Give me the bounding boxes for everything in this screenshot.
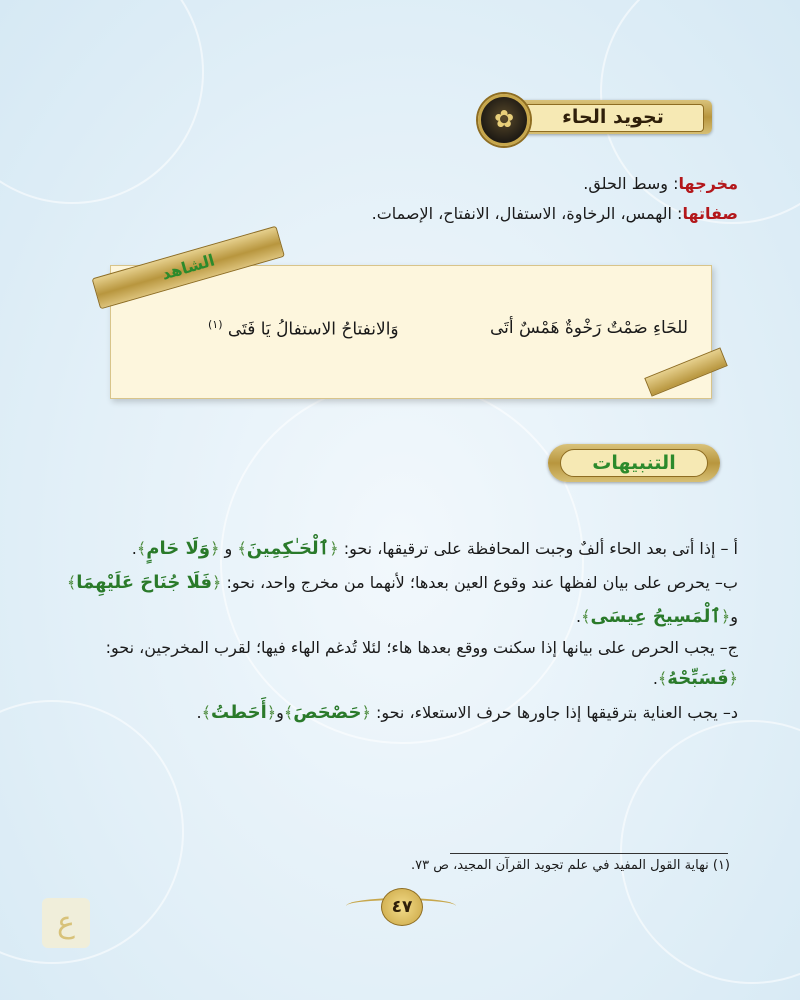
ornament-close: ﴾	[283, 703, 294, 722]
ornament-open: ﴿	[361, 703, 371, 722]
conjunction: و	[219, 539, 238, 558]
verse-first-hemistich: للحَاءِ صَمْتٌ رَخْوةٌ هَمْسٌ أتَى	[489, 318, 688, 338]
note-a-text: أ – إذا أتى بعد الحاء ألفٌ وجبت المحافظة على ترقيقها، نحو:	[338, 539, 738, 558]
section-title: تجويد الحاء	[562, 106, 664, 128]
background-ornament	[620, 720, 800, 984]
ornament-open: ﴿	[266, 703, 277, 722]
publisher-logo-icon: ع	[42, 898, 90, 948]
note-b-continued	[576, 606, 738, 627]
sifat-line	[372, 204, 738, 223]
note-c-continued	[653, 668, 738, 689]
background-ornament	[0, 0, 204, 204]
note-d	[197, 702, 738, 723]
makhraj-line	[583, 174, 738, 193]
sentence-end: .	[575, 607, 582, 626]
ornament-open: ﴿	[720, 607, 731, 626]
conjunction: و	[276, 703, 284, 722]
footnote-marker: (١)	[208, 318, 223, 331]
note-d-text: د– يجب العناية بترقيقها إذا جاورها حرف الاستعلاء، نحو:	[370, 703, 738, 722]
sentence-end: .	[196, 703, 202, 722]
makhraj-text: : وسط الحلق.	[583, 174, 679, 193]
note-b	[67, 572, 738, 593]
page-number: ٤٧	[381, 888, 423, 926]
ornament-close: ﴾	[237, 539, 247, 558]
note-c-text: ج– يجب الحرص على بيانها إذا سكنت ووقع بعدها هاء؛ لئلا تُدغم الهاء فيها؛ لقرب المخرجين، نحو:	[105, 638, 738, 657]
conjunction: و	[730, 607, 738, 626]
makhraj-label: مخرجها	[678, 174, 738, 193]
quran-example: ٱلْمَسِيحُ عِيسَى	[590, 606, 721, 627]
shahed-ribbon: الشاهد	[92, 226, 285, 310]
ornament-close: ﴾	[581, 607, 591, 626]
ornament-open: ﴿	[728, 669, 738, 688]
quran-example: ٱلْحَـٰكِمِينَ	[246, 538, 330, 559]
ornament-close: ﴾	[201, 703, 212, 722]
floral-medallion-icon: ✿	[478, 94, 530, 146]
tanbihat-banner	[548, 444, 720, 482]
tanbihat-title: التنبيهات	[592, 452, 676, 474]
note-b-text: ب– يحرص على بيان لفظها عند وقوع العين بعدها؛ لأنهما من مخرج واحد، نحو:	[221, 573, 738, 592]
quran-example: حَصْحَصَ	[293, 702, 362, 723]
quran-example: وَلَا حَامٍ	[146, 538, 211, 559]
ornament-close: ﴾	[136, 539, 147, 558]
quran-example: أَحَطتُ	[211, 702, 267, 723]
ornament-close: ﴾	[657, 669, 668, 688]
note-c	[106, 638, 738, 657]
quran-example: فَسَبِّحْهُ	[667, 668, 729, 689]
sentence-end: .	[652, 669, 658, 688]
note-a	[132, 538, 738, 559]
sifat-text: : الهمس، الرخاوة، الاستفال، الانفتاح، الإصمات.	[371, 204, 683, 223]
sifat-label: صفاتها	[682, 204, 738, 223]
section-title-banner	[478, 94, 716, 140]
sentence-end: .	[131, 539, 137, 558]
ornament-open: ﴿	[210, 539, 220, 558]
ornament-open: ﴿	[212, 573, 222, 592]
ornament-open: ﴿	[329, 539, 339, 558]
background-ornament	[220, 380, 584, 744]
ornament-close: ﴾	[66, 573, 77, 592]
quran-example: فَلَا جُنَاحَ عَلَيْهِمَا	[76, 572, 213, 593]
verse-second-hemistich	[208, 318, 399, 340]
verse-text: وَالانفتاحُ الاستفالُ يَا فَتَى	[227, 319, 399, 340]
footnote: (١) نهاية القول المفيد في علم تجويد القرآن المجيد، ص ٧٣.	[411, 858, 730, 873]
page-number-ornament	[346, 886, 456, 926]
background-ornament	[0, 700, 184, 964]
footnote-divider	[450, 853, 728, 854]
